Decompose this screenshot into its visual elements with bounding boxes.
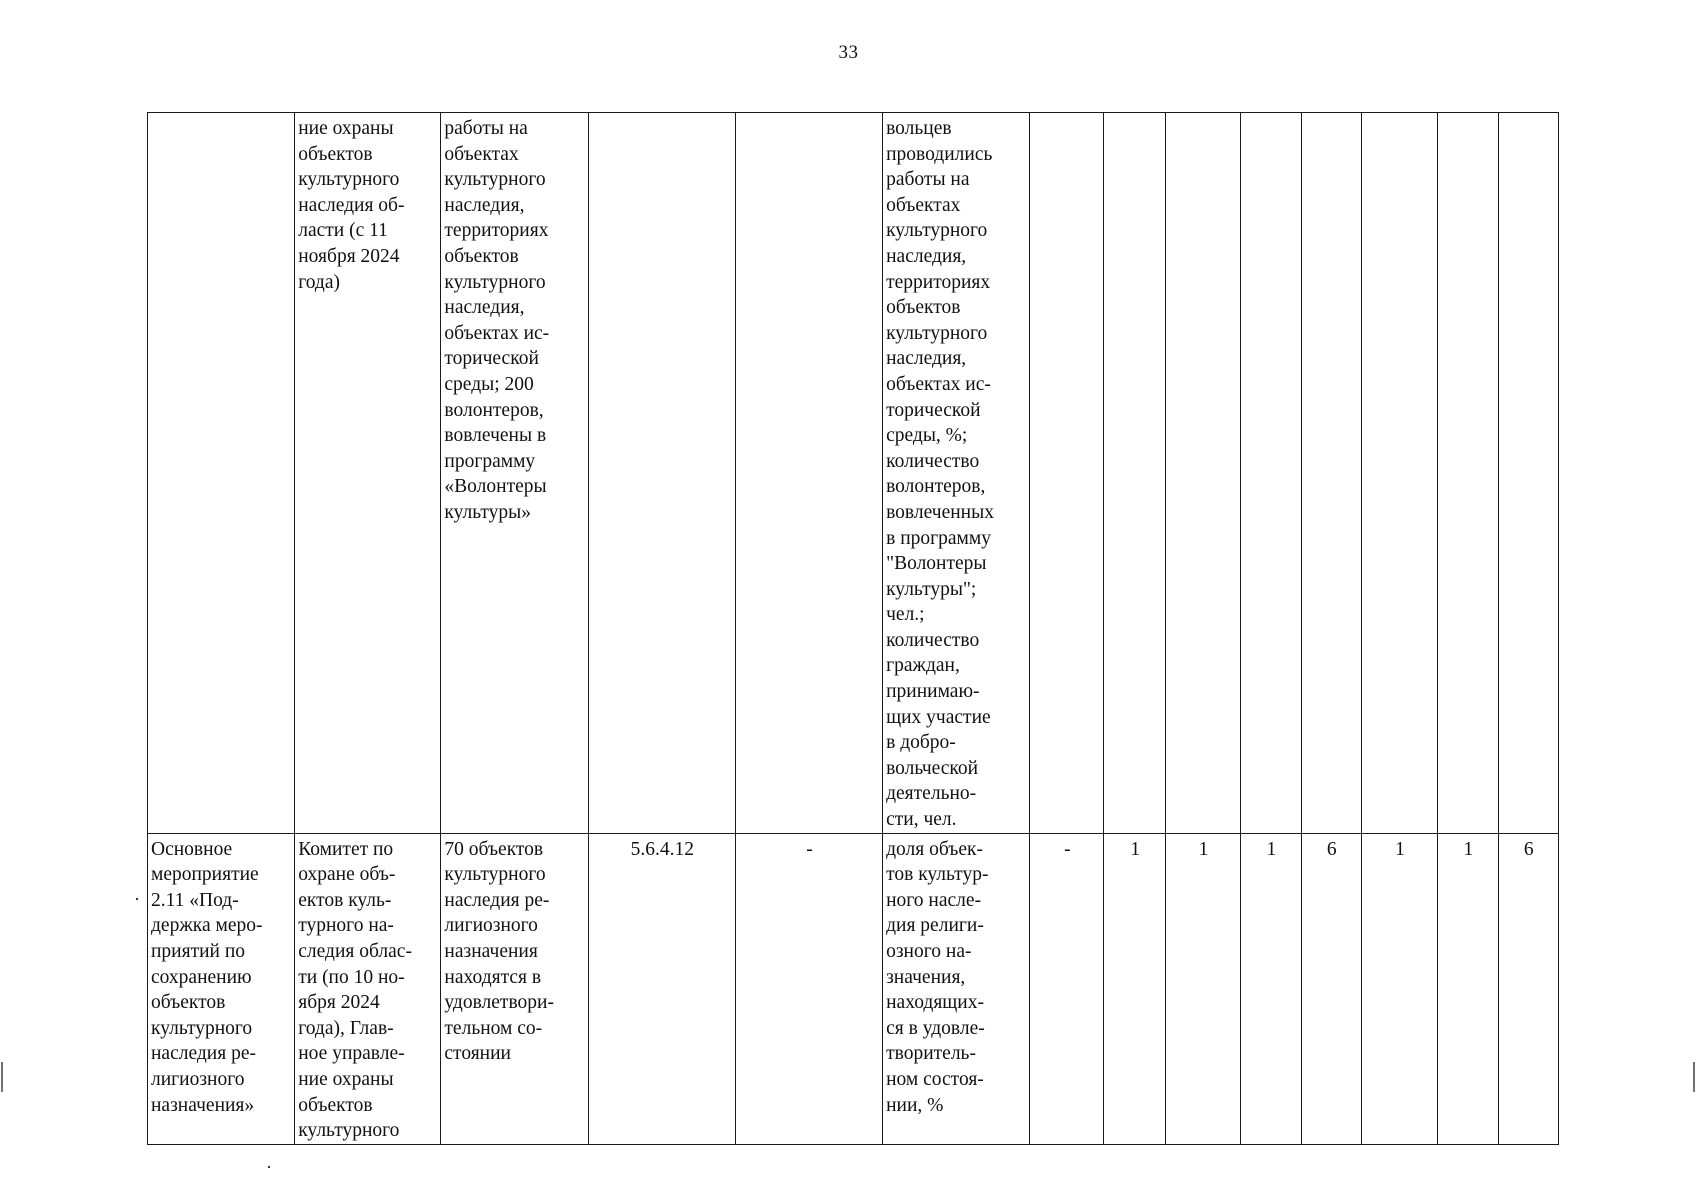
value-cell xyxy=(1498,113,1558,834)
indicator-cell: вольцев проводились работы на объектах культурного наследия, территориях объектов культурного наследия, объектах ис- торической среды, %; количество волонтеров, вовлеченных в программу "Волонтеры культуры"; чел.; количество граждан, принимаю- щих участие в добро- вольческой деятельно- сти, чел. xyxy=(883,113,1030,834)
value-cell xyxy=(1241,113,1301,834)
value-cell: 1 xyxy=(1438,833,1498,1144)
table-row xyxy=(148,833,1559,1144)
value-cell xyxy=(1030,113,1104,834)
indicator-cell: доля объек- тов культур- ного насле- дия религи- озного на- значения, находящих- ся в удовле- творитель- ном состоя- нии, % xyxy=(883,833,1030,1144)
scan-mark-right xyxy=(1693,1062,1695,1092)
code-cell: 5.6.4.12 xyxy=(588,833,735,1144)
value-cell: 1 xyxy=(1361,833,1437,1144)
value-cell: 1 xyxy=(1241,833,1301,1144)
value-cell xyxy=(1361,113,1437,834)
value-cell: 1 xyxy=(1165,833,1240,1144)
page-number: 33 xyxy=(838,42,859,63)
event-cell xyxy=(148,113,295,834)
executor-cell: Комитет по охране объ- ектов куль- турного на- следия облас- ти (по 10 но- ября 2024 года), Глав- ное управле- ние охраны объектов культурного xyxy=(295,833,441,1144)
value-cell: 1 xyxy=(1104,833,1165,1144)
scan-dot xyxy=(136,898,138,900)
result-cell: 70 объектов культурного наследия ре- лигиозного назначения находятся в удовлетвори- тельном со- стоянии xyxy=(441,833,588,1144)
value-cell: 6 xyxy=(1498,833,1558,1144)
link-cell xyxy=(735,113,882,834)
indicators-table xyxy=(147,112,1559,1145)
executor-cell: ние охраны объектов культурного наследия об- ласти (с 11 ноября 2024 года) xyxy=(295,113,441,834)
result-cell: работы на объектах культурного наследия, территориях объектов культурного наследия, объектах ис- торической среды; 200 волонтеров, вовлечены в программу «Волонтеры культуры» xyxy=(441,113,588,834)
event-cell: Основное мероприятие 2.11 «Под- держка меро- приятий по сохранению объектов культурного наследия ре- лигиозного назначения» xyxy=(148,833,295,1144)
value-cell xyxy=(1301,113,1361,834)
value-cell xyxy=(1438,113,1498,834)
link-cell: - xyxy=(735,833,882,1144)
code-cell xyxy=(588,113,735,834)
value-cell xyxy=(1165,113,1240,834)
scan-mark-left xyxy=(1,1062,3,1092)
table-row xyxy=(148,113,1559,834)
value-cell: 6 xyxy=(1301,833,1361,1144)
value-cell: - xyxy=(1030,833,1104,1144)
scan-dot xyxy=(268,1166,270,1168)
value-cell xyxy=(1104,113,1165,834)
